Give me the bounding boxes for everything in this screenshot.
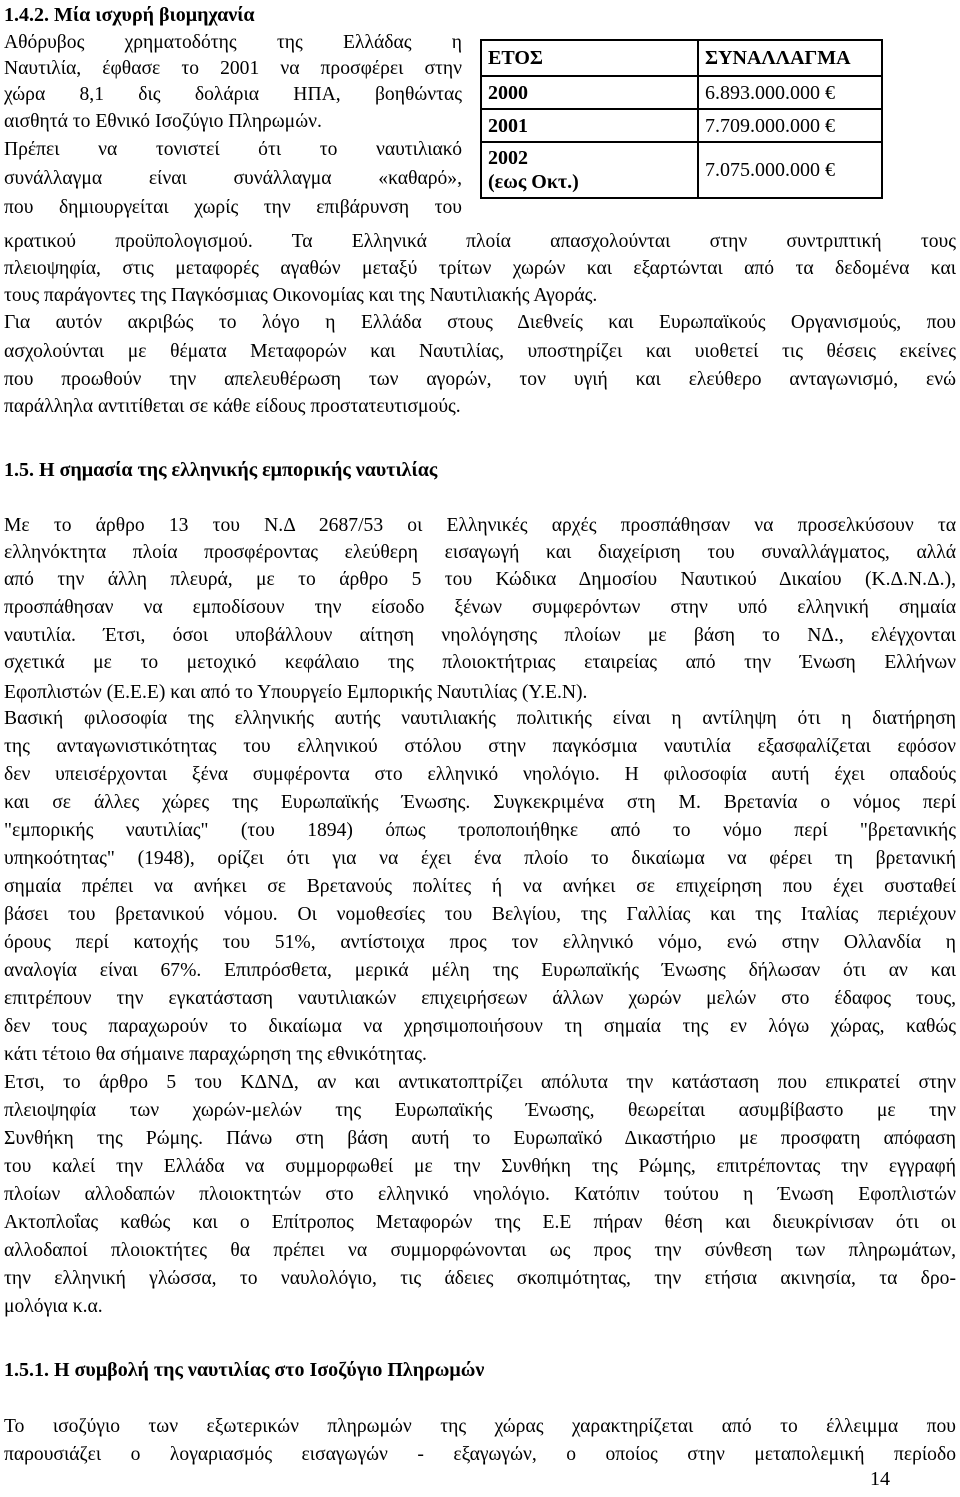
- text-line: αισθητά το Εθνικό Ισοζύγιο Πληρωμών.: [4, 111, 322, 132]
- text-line: αναλογία είναι 67%. Επιπρόσθετα, μερικά μέλη της Ευρωπαϊκής Ένωσης δήλωσαν ότι αν και: [4, 960, 956, 981]
- year-cell: [481, 142, 698, 198]
- section-heading-1-5: 1.5. Η σημασία της ελληνικής εμπορικής ναυτιλίας: [4, 459, 438, 481]
- text-line: που προωθούν την απελευθέρωση των αγορών, τον υγιή και ελεύθερο ανταγωνισμό, ενώ: [4, 369, 956, 390]
- text-line: Με το άρθρο 13 του Ν.Δ 2687/53 οι Ελληνικές αρχές προσπάθησαν να προσελκύσουν τα: [4, 515, 956, 536]
- text-line: ναυτιλία. Έτσι, όσοι υποβάλλουν αίτηση νηολόγησης πλοίων με βάση το ΝΔ., ελέγχονται: [4, 625, 956, 646]
- amount-cell: 7.709.000.000 €: [698, 109, 882, 142]
- text-line: από την άλλη πλευρά, με το άρθρο 5 του Κώδικα Δημοσίου Ναυτικού Δικαίου (Κ.Δ.Ν.Δ.),: [4, 569, 956, 590]
- text-line: Βασική φιλοσοφία της ελληνικής αυτής ναυτιλιακής πολιτικής είναι η αντίληψη ότι η διατήρηση: [4, 708, 956, 729]
- page-number: 14: [870, 1468, 890, 1490]
- amount-cell: 6.893.000.000 €: [698, 76, 882, 109]
- section-heading-1-5-1: 1.5.1. Η συμβολή της ναυτιλίας στο Ισοζύγιο Πληρωμών: [4, 1359, 485, 1381]
- year-cell: 2001: [481, 109, 698, 142]
- text-line: Πρέπει να τονιστεί ότι το ναυτιλιακό: [4, 139, 462, 160]
- text-line: Εφοπλιστών (Ε.Ε.Ε) και από το Υπουργείο Εμπορικής Ναυτιλίας (Υ.Ε.Ν).: [4, 682, 588, 703]
- text-line: την ελληνική γλώσσα, το ναυλολόγιο, τις άδειες σκοπιμότητας, την ετήσια ακινησία, τα δρο-: [4, 1268, 956, 1289]
- text-line: αλλοδαποί πλοιοκτήτες θα πρέπει να συμμορφώνονται ως προς την σύνθεση των πληρωμάτων,: [4, 1240, 956, 1261]
- text-line: πλειοψηφία των χωρών-μελών της Ευρωπαϊκής Ένωσης, θεωρείται ασυμβίβαστο με την: [4, 1100, 956, 1121]
- text-line: Συνθήκη της Ρώμης. Πάνω στη βάση αυτή το Ευρωπαϊκό Δικαστήριο με προσφατη απόφαση: [4, 1128, 956, 1149]
- text-line: τους παράγοντες της Παγκόσμιας Οικονομίας και της Ναυτιλιακής Αγοράς.: [4, 285, 598, 306]
- text-line: Ναυτιλία, έφθασε το 2001 να προσφέρει στην: [4, 58, 462, 79]
- text-line: Το ισοζύγιο των εξωτερικών πληρωμών της χώρας χαρακτηρίζεται από το έλλειμμα που: [4, 1416, 956, 1437]
- text-line: ασχολούνται με θέματα Μεταφορών και Ναυτιλίας, υποστηρίζει και υιοθετεί τις θέσεις εκείνες: [4, 341, 956, 362]
- year-cell: 2000: [481, 76, 698, 109]
- text-line: της ανταγωνιστικότητας του ελληνικού στόλου στην παγκόσμια ναυτιλία εξασφαλίζεται εφόσον: [4, 736, 956, 757]
- text-line: δεν τους παραχωρούν το δικαίωμα να χρησιμοποιήσουν τη σημαία της εν λόγω χώρας, καθώς: [4, 1016, 956, 1037]
- text-line: "εμπορικής ναυτιλίας" (του 1894) όπως τροποποιήθηκε από το νόμο περί "βρετανικής: [4, 820, 956, 841]
- amount-column-header: ΣΥΝΑΛΛΑΓΜΑ: [698, 40, 882, 76]
- text-line: μολόγια κ.α.: [4, 1296, 103, 1317]
- text-line: όρους περί κατοχής του 51%, αντίστοιχα προς τον ελληνικό νόμο, ενώ στην Ολλανδία η: [4, 932, 956, 953]
- text-line: παράλληλα αντιτίθεται σε κάθε είδους προστατευτισμούς.: [4, 396, 461, 417]
- year-column-header: ΕΤΟΣ: [481, 40, 698, 76]
- year-note: (εως Οκτ.): [488, 171, 579, 193]
- table-row: [481, 142, 882, 198]
- text-line: δεν υπεισέρχονται ξένα συμφέροντα στο ελληνικό νηολόγιο. Η φιλοσοφία αυτή έχει οπαδούς: [4, 764, 956, 785]
- amount-cell: 7.075.000.000 €: [698, 142, 882, 198]
- table-header-row: [481, 40, 882, 76]
- text-line: Ακτοπλοΐας καθώς και ο Επίτροπος Μεταφορών της Ε.Ε πήραν θέση και διευκρίνισαν ότι οι: [4, 1212, 956, 1233]
- text-line: επιτρέπουν την εγκατάσταση ναυτιλιακών επιχειρήσεων άλλων χωρών μελών στο έδαφος τους,: [4, 988, 956, 1009]
- text-line: πλειοψηφία, στις μεταφορές αγαθών μεταξύ τρίτων χωρών και εξαρτώνται από τα δεδομένα και: [4, 258, 956, 279]
- text-line: που δημιουργείται χωρίς την επιβάρυνση του: [4, 197, 462, 218]
- text-line: βάσει του βρετανικού νόμου. Οι νομοθεσίες του Βελγίου, της Γαλλίας και της Ιταλίας περιέχουν: [4, 904, 956, 925]
- table-row: [481, 109, 882, 142]
- text-line: και σε άλλες χώρες της Ευρωπαϊκής Ένωσης. Συγκεκριμένα στη Μ. Βρετανία ο νόμος περί: [4, 792, 956, 813]
- text-line: σημαία πρέπει να ανήκει σε Βρετανούς πολίτες ή να ανήκει σε επιχείρηση που έχει συσταθεί: [4, 876, 956, 897]
- text-line: παρουσιάζει ο λογαριασμός εισαγωγών - εξαγωγών, ο οποίος στην μεταπολεμική περίοδο: [4, 1444, 956, 1465]
- text-line: υπηκοότητας" (1948), ορίζει ότι για να έχει ένα πλοίο το δικαίωμα να φέρει τη βρετανική: [4, 848, 956, 869]
- text-line: Αθόρυβος χρηματοδότης της Ελλάδας η: [4, 32, 462, 53]
- text-line: του καλεί την Ελλάδα να συμμορφωθεί με την Συνθήκη της Ρώμης, επιτρέποντας την εγγραφή: [4, 1156, 956, 1177]
- text-line: σχετικά με το μετοχικό κεφάλαιο της πλοιοκτήτριας εταιρείας από την Ένωση Ελλήνων: [4, 652, 956, 673]
- text-line: συνάλλαγμα είναι συνάλλαγμα «καθαρό»,: [4, 168, 462, 189]
- text-line: κάτι τέτοιο θα σήμαινε παραχώρηση της εθνικότητας.: [4, 1044, 427, 1065]
- table-row: [481, 76, 882, 109]
- text-line: Ετσι, το άρθρο 5 του ΚΔΝΔ, αν και αντικατοπτρίζει απόλυτα την κατάσταση που επικρατεί στην: [4, 1072, 956, 1093]
- section-heading-1-4-2: 1.4.2. Μία ισχυρή βιομηχανία: [4, 4, 255, 26]
- year-value: 2002: [488, 147, 528, 169]
- foreign-exchange-table: [480, 39, 883, 199]
- text-line: κρατικού προϋπολογισμού. Τα Ελληνικά πλοία απασχολούνται στην συντριπτική τους: [4, 231, 956, 252]
- text-line: προσπάθησαν να εμποδίσουν την είσοδο ξένων συμφερόντων στην υπό ελληνική σημαία: [4, 597, 956, 618]
- text-line: πλοίων αλλοδαπών πλοιοκτητών στο ελληνικό νηολόγιο. Κατόπιν τούτου η Ένωση Εφοπλιστών: [4, 1184, 956, 1205]
- text-line: Για αυτόν ακριβώς το λόγο η Ελλάδα στους Διεθνείς και Ευρωπαϊκούς Οργανισμούς, που: [4, 312, 956, 333]
- text-line: ελληνόκτητα πλοία προσφέροντας ελεύθερη εισαγωγή και διαχείριση του συναλλάγματος, αλλά: [4, 542, 956, 563]
- text-line: χώρα 8,1 δις δολάρια ΗΠΑ, βοηθώντας: [4, 84, 462, 105]
